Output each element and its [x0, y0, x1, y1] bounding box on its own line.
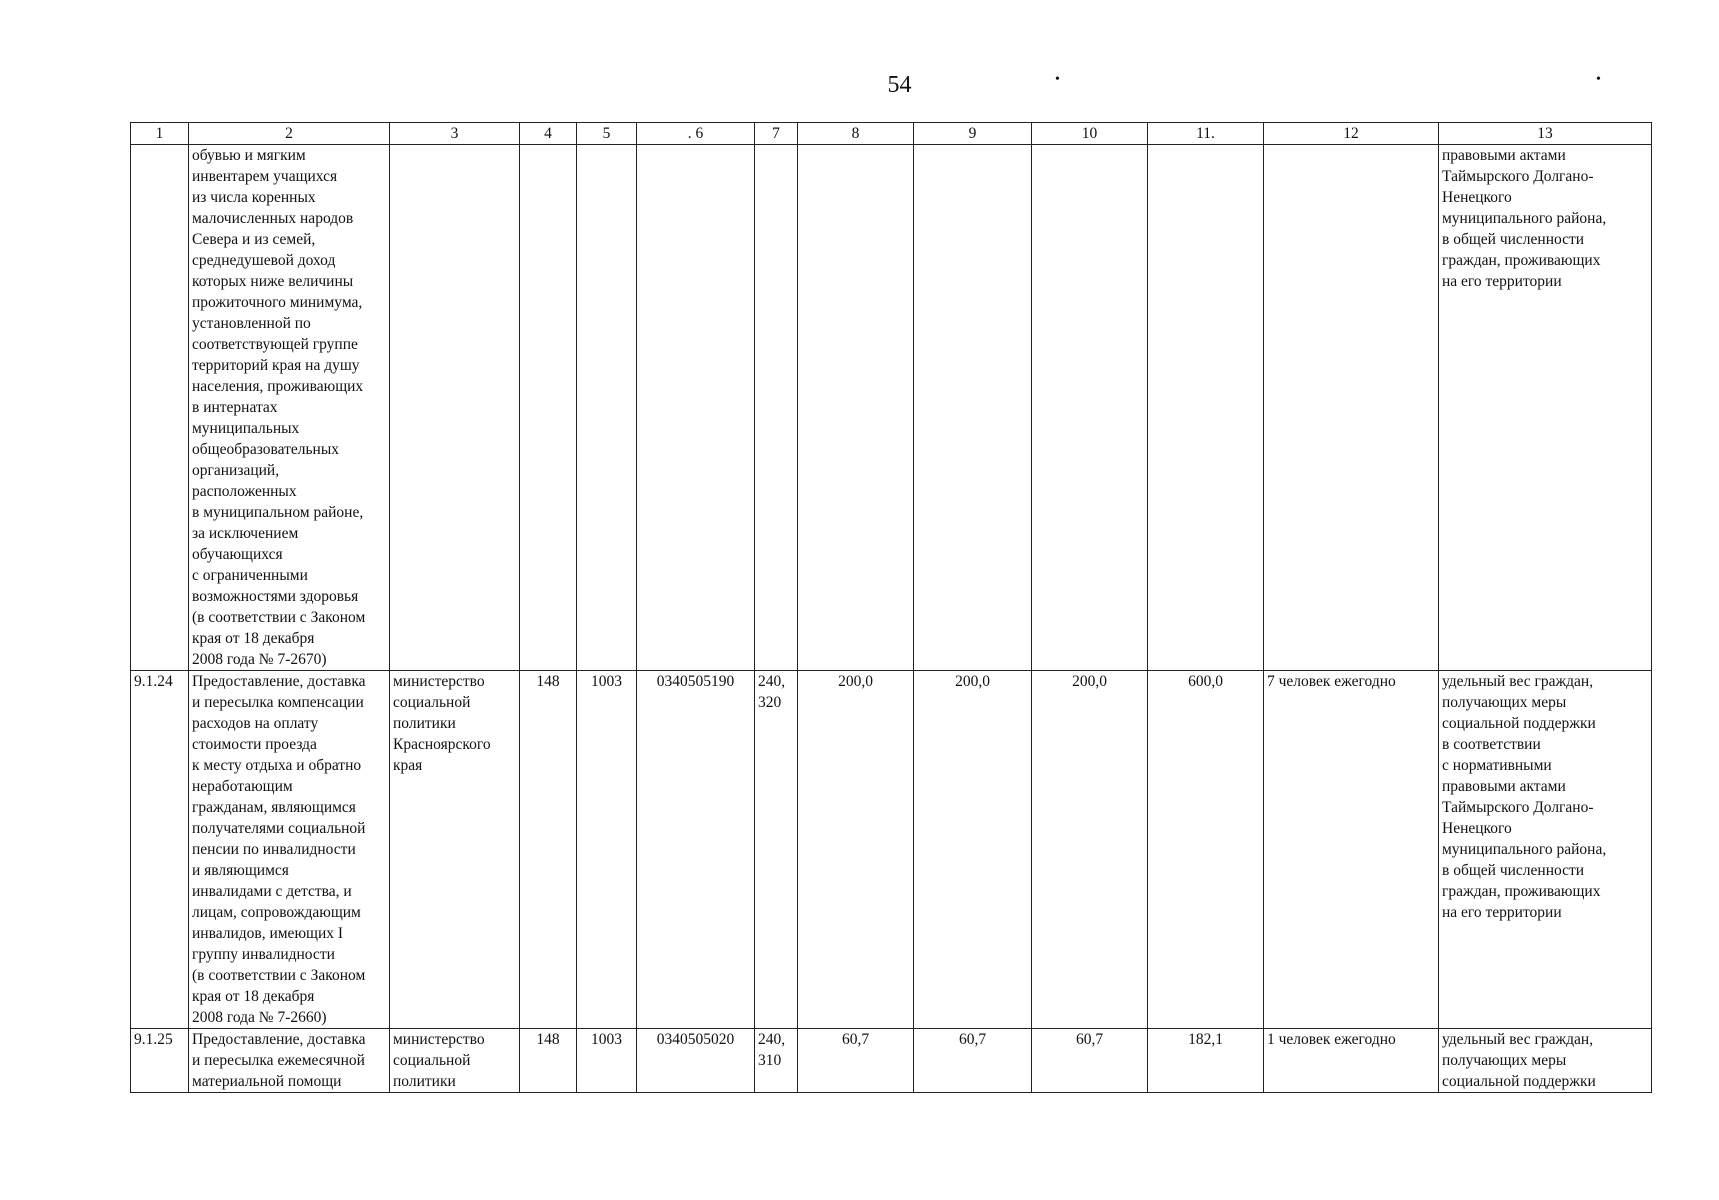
row-indicator: удельный вес граждан, получающих меры социальной поддержки — [1439, 1029, 1652, 1093]
col-header: 9 — [914, 123, 1032, 145]
row-value-9: 60,7 — [914, 1029, 1032, 1093]
row-description: Предоставление, доставка и пересылка компенсации расходов на оплату стоимости проезда к месту отдыха и обратно неработающим гражданам, являющимся получателями социальной пенсии по инвалидности и являющимся инвалидами с детства, и лицам, сопровождающим инвалидов, имеющих I группу инвалидности (в соответствии с Законом края от 18 декабря 2008 года № 7-2660) — [189, 671, 390, 1029]
row-result — [1264, 145, 1439, 671]
row-value-10: 200,0 — [1032, 671, 1148, 1029]
page-number: 54 — [887, 72, 912, 98]
row-indicator: удельный вес граждан, получающих меры социальной поддержки в соответствии с нормативными правовыми актами Таймырского Долгано- Ненецкого муниципального района, в общей численности граждан, проживающих на его территории — [1439, 671, 1652, 1029]
col-header: . 6 — [637, 123, 755, 145]
header-row — [131, 123, 1652, 145]
row-result: 1 человек ежегодно — [1264, 1029, 1439, 1093]
row-code-7: 240, 310 — [755, 1029, 798, 1093]
row-agency — [390, 145, 520, 671]
row-value-11: 182,1 — [1148, 1029, 1264, 1093]
scan-dot: • — [1055, 72, 1060, 87]
col-header: 11. — [1148, 123, 1264, 145]
row-code-5: 1003 — [577, 671, 637, 1029]
row-agency: министерство социальной политики Красноярского края — [390, 671, 520, 1029]
row-code-4: 148 — [520, 671, 577, 1029]
row-value-10 — [1032, 145, 1148, 671]
col-header: 4 — [520, 123, 577, 145]
col-header: 13 — [1439, 123, 1652, 145]
row-code-6: 0340505020 — [637, 1029, 755, 1093]
col-header: 12 — [1264, 123, 1439, 145]
row-number: 9.1.24 — [131, 671, 189, 1029]
col-header: 1 — [131, 123, 189, 145]
row-code-5: 1003 — [577, 1029, 637, 1093]
row-code-4 — [520, 145, 577, 671]
table-row — [131, 671, 1652, 1029]
row-indicator: правовыми актами Таймырского Долгано- Ненецкого муниципального района, в общей численности граждан, проживающих на его территории — [1439, 145, 1652, 671]
row-description: обувью и мягким инвентарем учащихся из числа коренных малочисленных народов Севера и из семей, среднедушевой доход которых ниже величины прожиточного минимума, установленной по соответствующей группе территорий края на душу населения, проживающих в интернатах муниципальных общеобразовательных организаций, расположенных в муниципальном районе, за исключением обучающихся с ограниченными возможностями здоровья (в соответствии с Законом края от 18 декабря 2008 года № 7-2670) — [189, 145, 390, 671]
row-code-7: 240, 320 — [755, 671, 798, 1029]
row-value-9: 200,0 — [914, 671, 1032, 1029]
row-number: 9.1.25 — [131, 1029, 189, 1093]
col-header: 5 — [577, 123, 637, 145]
table-row — [131, 145, 1652, 671]
row-value-8: 200,0 — [798, 671, 914, 1029]
row-result: 7 человек ежегодно — [1264, 671, 1439, 1029]
row-code-6 — [637, 145, 755, 671]
row-code-7 — [755, 145, 798, 671]
row-number — [131, 145, 189, 671]
budget-table — [130, 122, 1652, 1093]
col-header: 7 — [755, 123, 798, 145]
row-agency: министерство социальной политики — [390, 1029, 520, 1093]
col-header: 8 — [798, 123, 914, 145]
row-value-11 — [1148, 145, 1264, 671]
row-code-4: 148 — [520, 1029, 577, 1093]
col-header: 10 — [1032, 123, 1148, 145]
row-value-11: 600,0 — [1148, 671, 1264, 1029]
table-row — [131, 1029, 1652, 1093]
row-description: Предоставление, доставка и пересылка ежемесячной материальной помощи — [189, 1029, 390, 1093]
row-value-8 — [798, 145, 914, 671]
row-value-9 — [914, 145, 1032, 671]
col-header: 3 — [390, 123, 520, 145]
row-value-8: 60,7 — [798, 1029, 914, 1093]
row-value-10: 60,7 — [1032, 1029, 1148, 1093]
scan-dot: • — [1596, 72, 1601, 87]
col-header: 2 — [189, 123, 390, 145]
row-code-6: 0340505190 — [637, 671, 755, 1029]
row-code-5 — [577, 145, 637, 671]
